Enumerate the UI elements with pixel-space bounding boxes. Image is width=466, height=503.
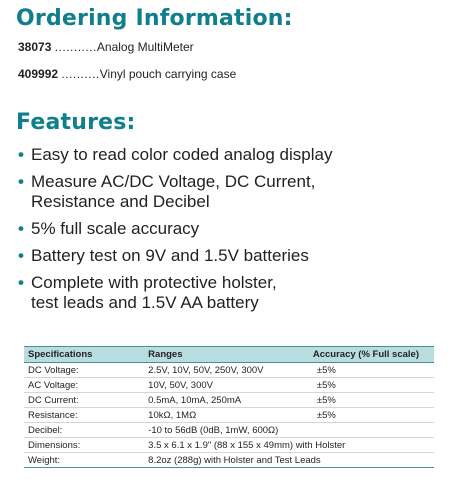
- feature-text: 5% full scale accuracy: [31, 219, 200, 238]
- spec-accuracy: ±5%: [316, 364, 336, 376]
- bullet-icon: •: [18, 145, 24, 164]
- order-item-number: 38073: [18, 40, 52, 54]
- order-item-number: 409992: [18, 67, 59, 81]
- table-header-row: [24, 347, 434, 363]
- spec-name: DC Current:: [28, 394, 79, 406]
- table-row: [24, 408, 434, 423]
- spec-accuracy: ±5%: [316, 409, 336, 421]
- spec-range: -10 to 56dB (0dB, 1mW, 600Ω): [148, 424, 279, 436]
- spec-name: Weight:: [28, 454, 61, 466]
- specifications-table: [24, 346, 434, 468]
- order-item: [18, 67, 236, 81]
- feature-item: [18, 273, 458, 313]
- spec-range: 10kΩ, 1MΩ: [148, 409, 197, 421]
- order-item-description: Analog MultiMeter: [96, 40, 194, 54]
- bullet-icon: •: [18, 273, 24, 292]
- spec-name: Dimensions:: [28, 439, 81, 451]
- table-row: [24, 393, 434, 408]
- spec-range: 8.2oz (288g) with Holster and Test Leads: [148, 454, 321, 466]
- order-item: [18, 40, 194, 54]
- feature-item: [18, 246, 458, 266]
- spec-range: 2.5V, 10V, 50V, 250V, 300V: [148, 364, 264, 376]
- feature-text: Battery test on 9V and 1.5V batteries: [31, 246, 309, 265]
- table-row: [24, 378, 434, 393]
- specifications-table-container: [24, 346, 434, 468]
- column-header-accuracy: Accuracy (% Full scale): [309, 347, 434, 363]
- feature-text-continued: test leads and 1.5V AA battery: [31, 293, 259, 312]
- feature-text: Complete with protective holster,: [31, 273, 277, 292]
- order-item-description: Vinyl pouch carrying case: [99, 67, 237, 81]
- bullet-icon: •: [18, 219, 24, 238]
- order-item-dots: ...........: [54, 40, 97, 54]
- column-header-specifications: Specifications: [24, 347, 144, 363]
- feature-text-continued: Resistance and Decibel: [31, 192, 210, 211]
- spec-name: AC Voltage:: [28, 379, 79, 391]
- spec-range: 10V, 50V, 300V: [148, 379, 213, 391]
- spec-accuracy: ±5%: [316, 394, 336, 406]
- spec-range: 3.5 x 6.1 x 1.9" (88 x 155 x 49mm) with Holster: [148, 439, 346, 451]
- features-heading: Features:: [16, 110, 136, 135]
- column-header-ranges: Ranges: [144, 347, 309, 363]
- table-row: [24, 438, 434, 453]
- feature-item: [18, 219, 458, 239]
- feature-text: Measure AC/DC Voltage, DC Current,: [31, 172, 316, 191]
- spec-accuracy: ±5%: [316, 379, 336, 391]
- table-row: [24, 423, 434, 438]
- table-row: [24, 453, 434, 468]
- ordering-information-heading: Ordering Information:: [16, 6, 293, 31]
- spec-name: DC Voltage:: [28, 364, 79, 376]
- bullet-icon: •: [18, 172, 24, 191]
- spec-name: Resistance:: [28, 409, 78, 421]
- feature-item: [18, 172, 458, 212]
- spec-range: 0.5mA, 10mA, 250mA: [148, 394, 242, 406]
- feature-text: Easy to read color coded analog display: [31, 145, 333, 164]
- feature-item: [18, 145, 458, 165]
- table-row: [24, 363, 434, 378]
- order-item-dots: ..........: [61, 67, 100, 81]
- spec-name: Decibel:: [28, 424, 63, 436]
- bullet-icon: •: [18, 246, 24, 265]
- features-list: [18, 145, 458, 320]
